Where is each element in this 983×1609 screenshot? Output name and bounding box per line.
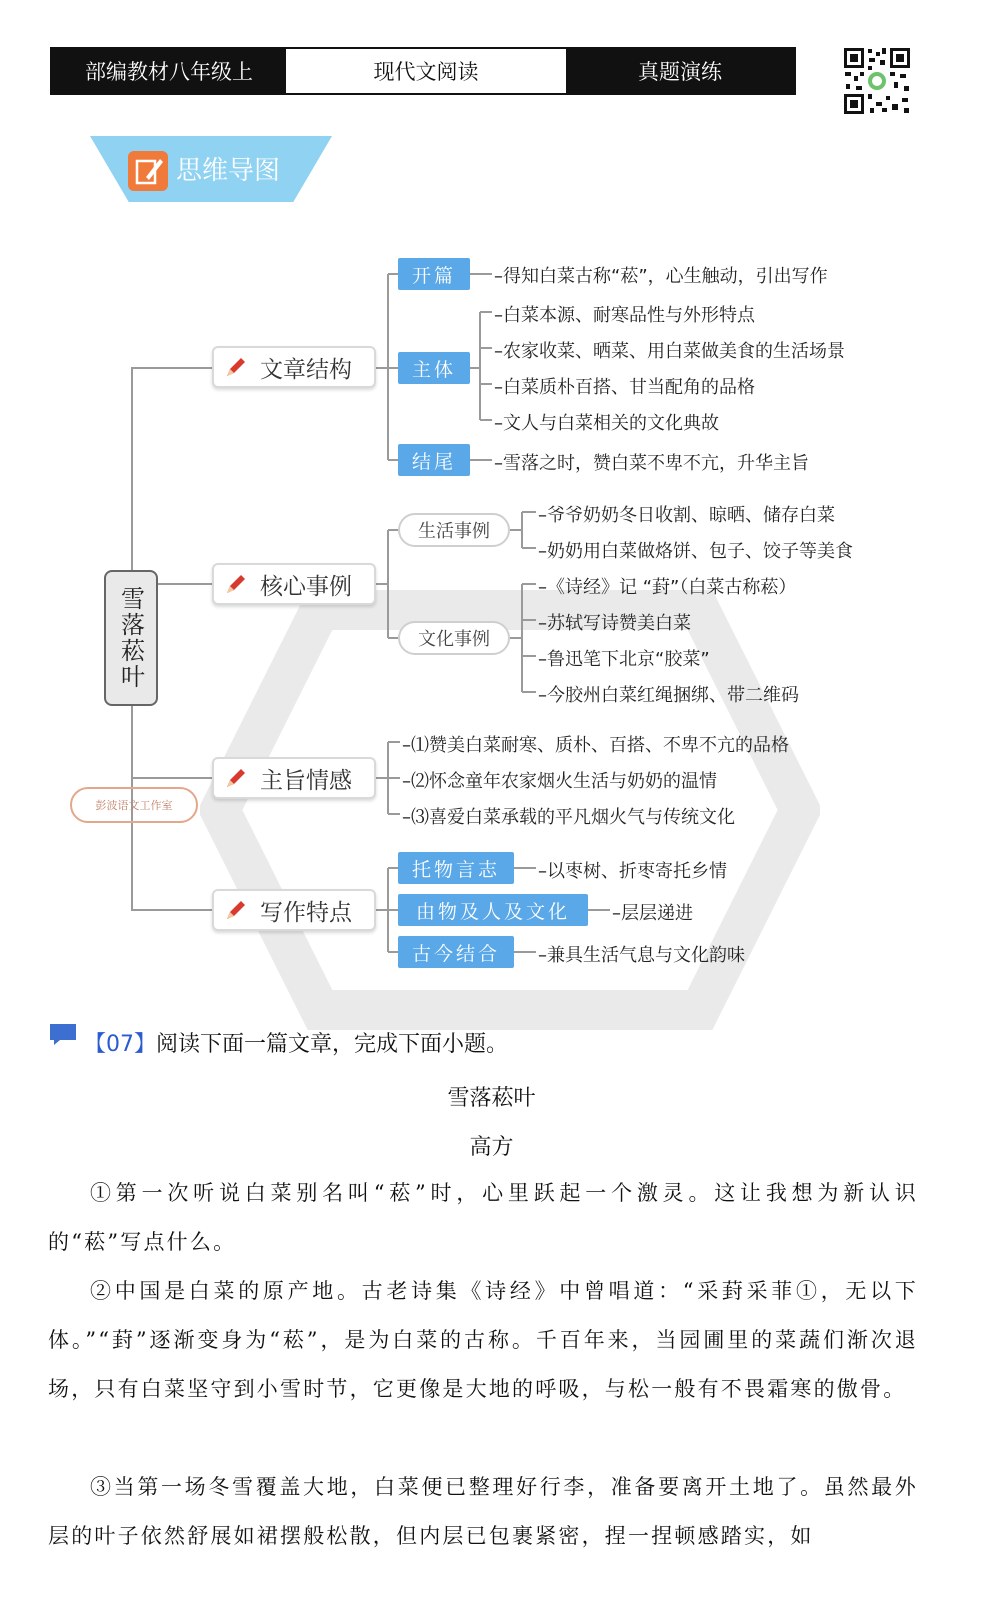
branch-theme [212, 757, 376, 799]
article-paragraph-3: ③当第一场冬雪覆盖大地，白菜便已整理好行李，准备要离开土地了。虽然最外层的叶子依然舒展如裙摆般松散，但内层已包裹紧密，捏一捏顿感踏实，如 [48, 1475, 918, 1548]
leaf-body-1: –白菜本源、耐寒品性与外形特点 [494, 305, 755, 326]
pencil-icon [224, 355, 248, 379]
question-heading [84, 1027, 508, 1058]
leaf-writing-3: –兼具生活气息与文化韵味 [538, 945, 745, 966]
tag-writing-3: 古今结合 [398, 936, 514, 968]
leaf-life-2: –奶奶用白菜做烙饼、包子、饺子等美食 [538, 541, 853, 562]
header-subject: 现代文阅读 [286, 49, 566, 93]
leaf-culture-4: –今胶州白菜红绳捆绑、带二维码 [538, 685, 799, 706]
leaf-body-3: –白菜质朴百搭、甘当配角的品格 [494, 377, 755, 398]
leaf-theme-1: –⑴赞美白菜耐寒、质朴、百搭、不卑不亢的品格 [402, 735, 789, 756]
pencil-icon [224, 898, 248, 922]
question-number: 【07】 [84, 1032, 156, 1057]
header-grade: 部编教材八年级上 [52, 49, 286, 93]
leaf-life-1: –爷爷奶奶冬日收割、晾晒、储存白菜 [538, 505, 835, 526]
article-paragraph-2: ②中国是白菜的原产地。古老诗集《诗经》中曾唱道：“采葑采菲①，无以下体。”“葑”逐渐变身为“菘”，是为白菜的古称。千百年来，当园圃里的菜蔬们渐次退场，只有白菜坚守到小雪时节，它更像是大地的呼吸，与松一般有不畏霜寒的傲骨。 [48, 1279, 918, 1401]
leaf-culture-1: –《诗经》记 “葑”（白菜古称菘） [538, 577, 797, 598]
article-title: 雪落菘叶 [447, 1086, 536, 1111]
pencil-icon [224, 766, 248, 790]
tag-opening: 开篇 [398, 258, 470, 290]
branch-theme-label: 主旨情感 [260, 767, 352, 794]
tag-ending: 结尾 [398, 444, 470, 476]
pill-culture-events: 文化事例 [398, 621, 510, 655]
pencil-icon [224, 572, 248, 596]
tag-writing-2: 由物及人及文化 [398, 894, 588, 926]
leaf-culture-3: –鲁迅笔下北京“胶菜” [538, 649, 710, 670]
banner-title: 思维导图 [176, 156, 281, 186]
leaf-body-2: –农家收菜、晒菜、用白菜做美食的生活场景 [494, 341, 845, 362]
branch-events [212, 563, 376, 605]
tag-writing-1: 托物言志 [398, 852, 514, 884]
studio-stamp: 彭波语文工作室 [70, 787, 198, 823]
header-section: 真题演练 [566, 49, 794, 93]
leaf-opening: –得知白菜古称“菘”，心生触动，引出写作 [494, 266, 828, 287]
branch-events-label: 核心事例 [260, 573, 352, 600]
question-flag-icon [48, 1022, 78, 1046]
mindmap-root: 雪落菘叶 [104, 570, 158, 706]
tag-body: 主体 [398, 352, 470, 384]
article-author: 高方 [469, 1135, 514, 1160]
leaf-ending: –雪落之时，赞白菜不卑不亢，升华主旨 [494, 453, 809, 474]
pill-life-events: 生活事例 [398, 513, 510, 547]
branch-writing [212, 889, 376, 931]
leaf-theme-2: –⑵怀念童年农家烟火生活与奶奶的温情 [402, 771, 717, 792]
branch-structure-label: 文章结构 [260, 356, 352, 383]
branch-writing-label: 写作特点 [260, 899, 352, 926]
leaf-body-4: –文人与白菜相关的文化典故 [494, 413, 719, 434]
article-paragraph-1: ①第一次听说白菜别名叫“菘”时，心里跃起一个激灵。这让我想为新认识的“菘”写点什么。 [48, 1181, 918, 1254]
leaf-culture-2: –苏轼写诗赞美白菜 [538, 613, 691, 634]
leaf-writing-2: –层层递进 [612, 903, 693, 924]
question-prompt: 阅读下面一篇文章，完成下面小题。 [156, 1032, 509, 1057]
branch-structure [212, 346, 376, 388]
leaf-theme-3: –⑶喜爱白菜承载的平凡烟火气与传统文化 [402, 807, 735, 828]
leaf-writing-1: –以枣树、折枣寄托乡情 [538, 861, 727, 882]
